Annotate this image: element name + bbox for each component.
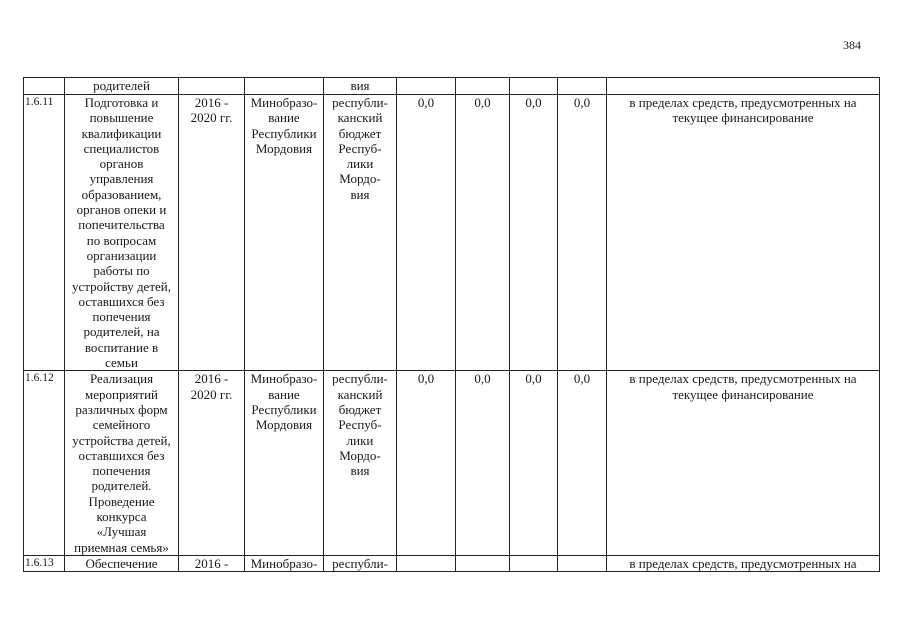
cell-executor: Минобразо- вание Республики Мордовия [245, 371, 324, 556]
cell-value [456, 555, 510, 571]
table-row [24, 555, 880, 571]
table-row [24, 371, 880, 556]
cell-value: 0,0 [456, 371, 510, 556]
cell-value: 0,0 [456, 95, 510, 371]
cell-period: 2016 - 2020 гг. [179, 371, 245, 556]
cell-executor [245, 78, 324, 95]
cell-note [607, 78, 880, 95]
cell-value: 0,0 [397, 95, 456, 371]
cell-note: в пределах средств, предусмотренных на [607, 555, 880, 571]
cell-value: 0,0 [558, 95, 607, 371]
cell-executor: Минобразо- [245, 555, 324, 571]
cell-value [397, 555, 456, 571]
cell-value: 0,0 [510, 95, 558, 371]
cell-num [24, 78, 65, 95]
cell-value [510, 78, 558, 95]
program-measures-table [23, 77, 880, 572]
cell-note: в пределах средств, предусмотренных на текущее финансирование [607, 95, 880, 371]
cell-num: 1.6.12 [24, 371, 65, 556]
cell-value [456, 78, 510, 95]
cell-source: республи- канский бюджет Респуб- лики Мордо- вия [324, 95, 397, 371]
cell-period [179, 78, 245, 95]
cell-value: 0,0 [558, 371, 607, 556]
cell-executor: Минобразо- вание Республики Мордовия [245, 95, 324, 371]
cell-value [558, 555, 607, 571]
cell-period: 2016 - [179, 555, 245, 571]
cell-value: 0,0 [510, 371, 558, 556]
cell-source: вия [324, 78, 397, 95]
cell-period: 2016 - 2020 гг. [179, 95, 245, 371]
table-row [24, 95, 880, 371]
cell-measure: Обеспечение [65, 555, 179, 571]
page-number: 384 [843, 38, 861, 52]
cell-value [510, 555, 558, 571]
cell-measure: родителей [65, 78, 179, 95]
cell-source: республи- [324, 555, 397, 571]
cell-value [397, 78, 456, 95]
cell-value: 0,0 [397, 371, 456, 556]
cell-num: 1.6.13 [24, 555, 65, 571]
cell-measure: Подготовка и повышение квалификации специалистов органов управления образованием, органов опеки и попечительства по вопросам организации работы по устройству детей, оставшихся без попечения родителей, на воспитание в семьи [65, 95, 179, 371]
table-row [24, 78, 880, 95]
cell-num: 1.6.11 [24, 95, 65, 371]
cell-value [558, 78, 607, 95]
cell-note: в пределах средств, предусмотренных на текущее финансирование [607, 371, 880, 556]
cell-source: республи- канский бюджет Респуб- лики Мордо- вия [324, 371, 397, 556]
cell-measure: Реализация мероприятий различных форм семейного устройства детей, оставшихся без попечения родителей. Проведение конкурса «Лучшая приемная семья» [65, 371, 179, 556]
